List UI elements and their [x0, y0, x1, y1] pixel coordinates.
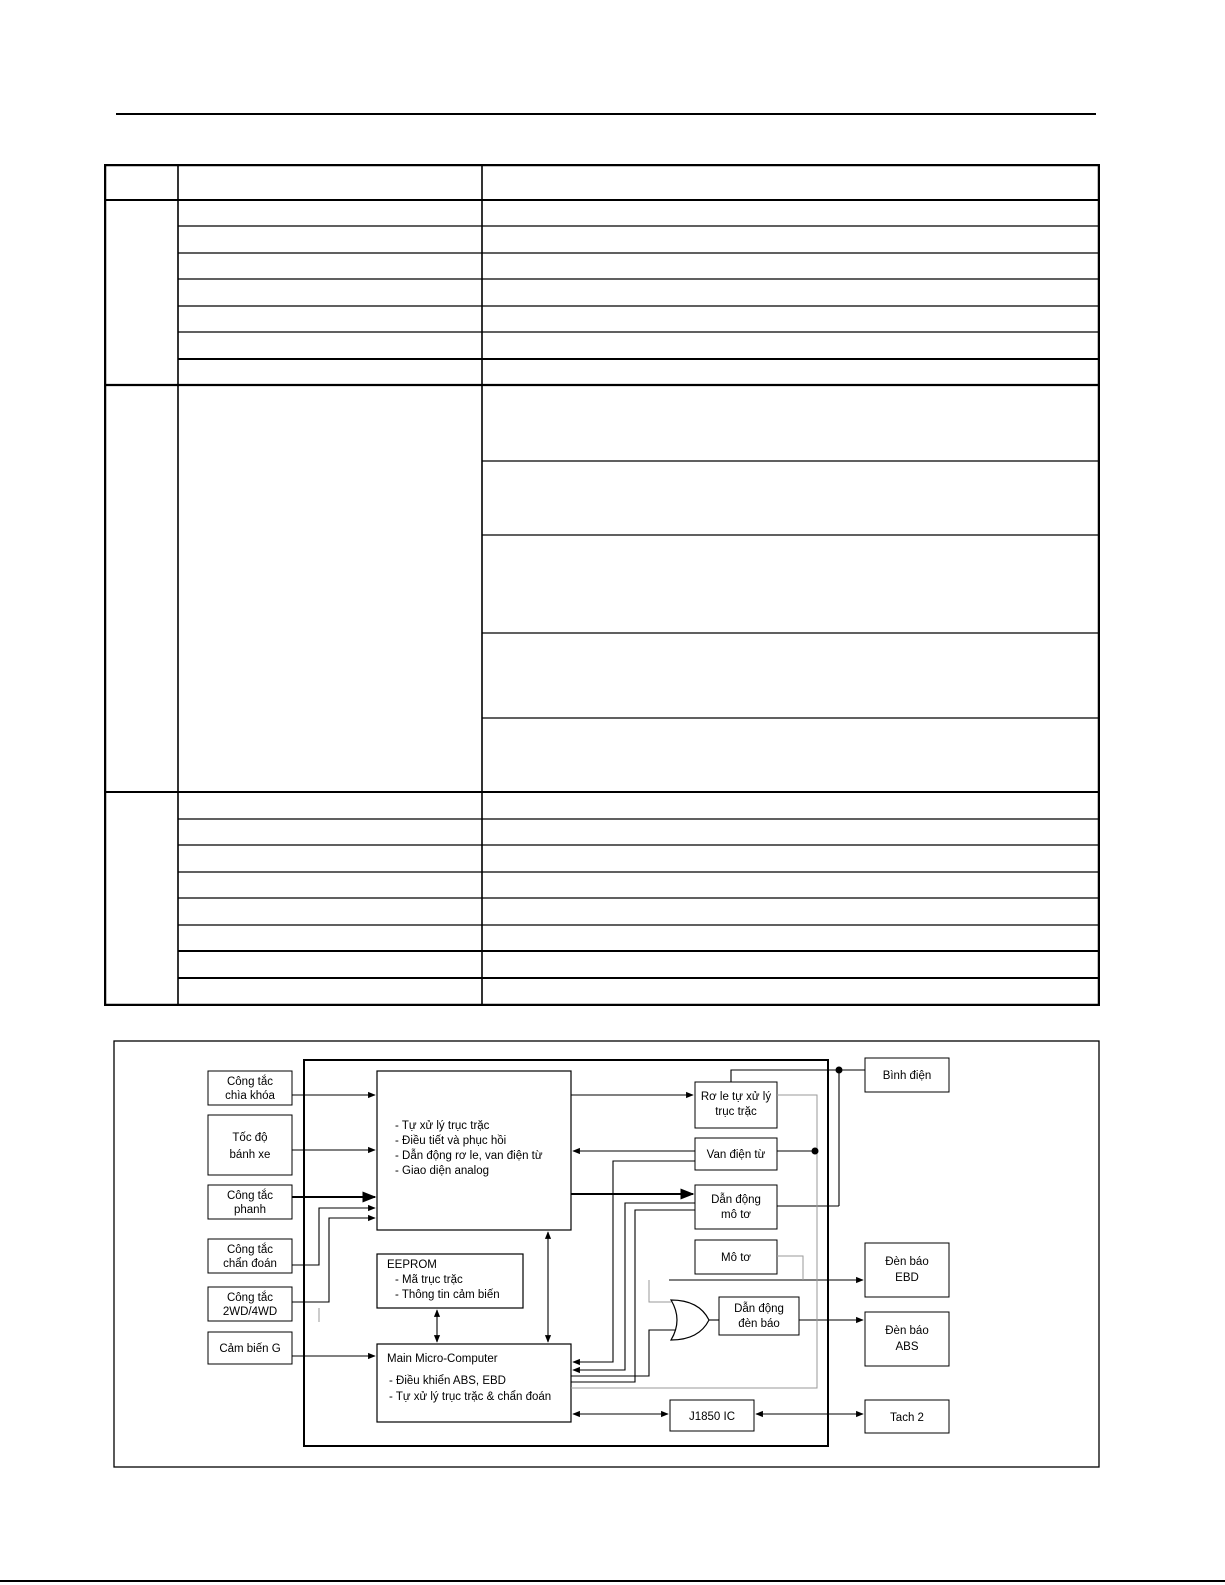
output-abs-lamp-line2: ABS	[895, 1341, 919, 1353]
motor-drive-line1: Dẫn động	[711, 1194, 761, 1206]
table-border	[105, 165, 1099, 1005]
header-rule	[116, 113, 1096, 115]
motor-drive-block	[695, 1185, 777, 1229]
input-key-switch-line2: chìa khóa	[225, 1090, 275, 1102]
output-battery-label: Bình điện	[882, 1070, 932, 1082]
trace-orgate-upper	[649, 1280, 671, 1302]
input-diag-switch	[208, 1239, 292, 1273]
fail-safe-relay-line1: Rơ le tự xử lý	[700, 1091, 772, 1103]
abs-ecu-block-diagram	[113, 1040, 1100, 1468]
input-brake-switch-line2: phanh	[234, 1204, 266, 1216]
input-drive-switch-line1: Công tắc	[226, 1292, 274, 1304]
input-g-sensor	[208, 1332, 292, 1364]
output-abs-lamp	[865, 1312, 949, 1366]
footer-rule	[0, 1580, 1225, 1582]
input-g-sensor-label: Cảm biến G	[219, 1343, 281, 1355]
connector-maincpu-to-orgate-1	[571, 1330, 675, 1376]
solenoid-valve-label: Van điện từ	[706, 1149, 766, 1161]
input-diag-switch-line2: chẩn đoán	[223, 1258, 277, 1270]
connector-battery-to-relay	[731, 1070, 865, 1082]
input-wheel-speed-line2: bánh xe	[229, 1149, 271, 1161]
input-key-switch-line1: Công tắc	[226, 1076, 274, 1088]
connector-motordrive-to-maincpu	[573, 1203, 695, 1370]
output-battery	[865, 1058, 949, 1092]
lamp-drive-line1: Dẫn động	[734, 1303, 784, 1315]
output-ebd-lamp-line1: Đèn báo	[885, 1256, 929, 1268]
main-cpu-block	[377, 1344, 571, 1422]
input-key-switch	[208, 1071, 292, 1105]
output-tach	[865, 1400, 949, 1433]
junction-dot	[836, 1067, 843, 1074]
output-abs-lamp-line1: Đèn báo	[885, 1325, 929, 1337]
motor-drive-line2: mô tơ	[721, 1209, 751, 1221]
output-ebd-lamp-line2: EBD	[895, 1272, 919, 1284]
sub-cpu-item: - Điều tiết và phục hồi	[395, 1135, 507, 1147]
lamp-drive-line2: đèn báo	[738, 1318, 780, 1330]
or-gate-symbol	[671, 1300, 709, 1340]
output-tach-label: Tach 2	[890, 1412, 924, 1424]
output-ebd-lamp	[865, 1243, 949, 1297]
input-diag-switch-line1: Công tắc	[226, 1244, 274, 1256]
motor-block	[695, 1240, 777, 1274]
input-drive-switch	[208, 1287, 292, 1321]
sub-cpu-item: - Tự xử lý trục trặc	[395, 1120, 490, 1132]
eeprom-item: - Thông tin cảm biến	[395, 1289, 500, 1301]
spec-table	[104, 164, 1100, 1006]
sub-cpu-block	[377, 1071, 571, 1230]
input-wheel-speed	[208, 1115, 292, 1175]
fail-safe-relay-block	[695, 1082, 777, 1128]
input-drive-switch-line2: 2WD/4WD	[222, 1306, 278, 1318]
sub-cpu-item: - Dẫn động rơ le, van điện từ	[395, 1150, 543, 1162]
eeprom-block	[377, 1254, 523, 1308]
trace-relay-to-boundary	[571, 1095, 817, 1388]
eeprom-item: - Mã trục trặc	[395, 1274, 463, 1286]
junction-dot	[812, 1148, 819, 1155]
trace-motor-side	[777, 1256, 803, 1280]
input-wheel-speed-line1: Tốc độ	[232, 1132, 268, 1144]
main-cpu-title: Main Micro-Computer	[387, 1353, 498, 1365]
connector-maincpu-to-motordrive	[571, 1210, 695, 1382]
j1850-ic-block	[670, 1400, 754, 1431]
solenoid-valve-block	[695, 1138, 777, 1170]
fail-safe-relay-line2: trục trặc	[715, 1106, 757, 1118]
main-cpu-item: - Điều khiển ABS, EBD	[389, 1375, 506, 1387]
input-brake-switch-line1: Công tắc	[226, 1190, 274, 1202]
eeprom-title: EEPROM	[387, 1259, 437, 1271]
main-cpu-item: - Tự xử lý trục trặc & chẩn đoán	[389, 1391, 552, 1403]
j1850-ic-label: J1850 IC	[688, 1411, 736, 1423]
motor-label: Mô tơ	[721, 1252, 751, 1264]
sub-cpu-item: - Giao diện analog	[395, 1165, 489, 1177]
input-brake-switch	[208, 1185, 292, 1219]
lamp-drive-block	[719, 1297, 799, 1335]
